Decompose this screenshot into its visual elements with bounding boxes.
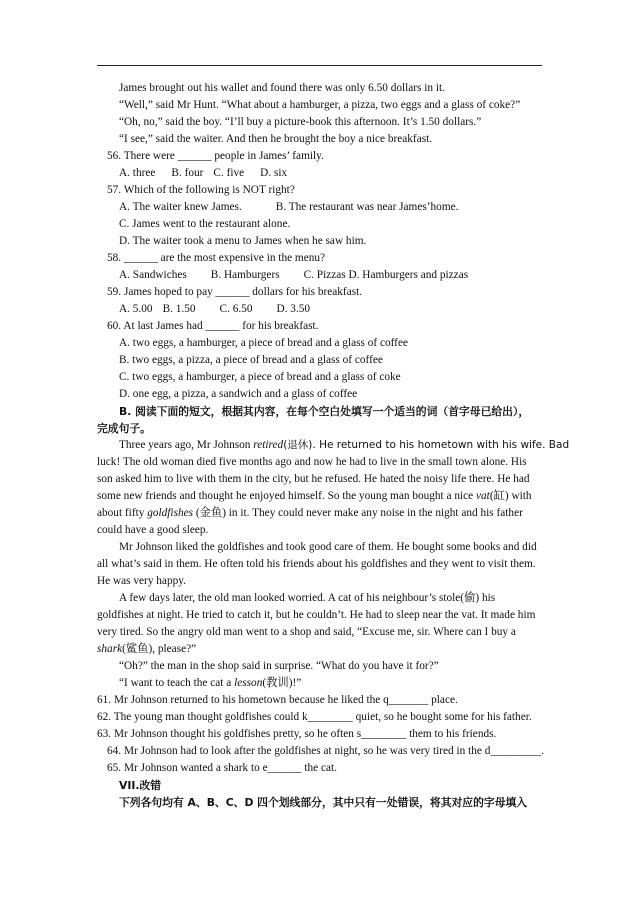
glossed-word: lesson (234, 677, 263, 689)
glossed-word: vat (476, 490, 490, 502)
question-57-stem: 57. Which of the following is NOT right? (107, 184, 295, 196)
section-vii-title: VII.改错 (119, 779, 162, 792)
header-rule (97, 65, 542, 66)
option-cd: C. Pizzas D. Hamburgers and pizzas (303, 269, 469, 281)
dialogue-line: “Well,” said Mr Hunt. “What about a hamburger, a pizza, two eggs and a glass of coke?” (119, 99, 521, 111)
passage-line: Mr Johnson liked the goldfishes and took good care of them. He bought some books and did (119, 541, 537, 553)
question-59-stem: 59. James hoped to pay ______ dollars for his breakfast. (107, 286, 363, 298)
dialogue-line: “Oh, no,” said the boy. “I’ll buy a picture-book this afternoon. It’s 1.50 dollars.” (119, 116, 482, 128)
option-c: C. two eggs, a hamburger, a piece of bread and a glass of coke (119, 371, 401, 383)
passage-line: all what’s said in them. He often told his friends about his goldfishes and they went to visit them. (97, 558, 536, 570)
passage-line: about fifty goldfishes (金鱼) in it. They could never make any noise in the night and his father (97, 507, 523, 519)
question-59-options (0, 301, 640, 318)
section-vii-instruction: 下列各句均有 A、B、C、D 四个划线部分，其中只有一处错误，将其对应的字母填入 (119, 796, 528, 809)
option-c: C. five (213, 167, 245, 179)
option-d: D. six (260, 167, 288, 179)
glossed-word: goldfishes (147, 507, 194, 519)
question-58-options (0, 267, 640, 284)
passage-line: shark(鲨鱼), please?” (97, 643, 197, 655)
option-b: B. 1.50 (162, 303, 196, 315)
option-a: A. The waiter knew James. (119, 201, 242, 213)
fill-question-62: 62. The young man thought goldfishes could k________ quiet, so he bought some for his father. (97, 711, 532, 723)
passage-line: Three years ago, Mr Johnson retired(退休). He returned to his hometown with his wife. Bad (119, 439, 570, 451)
passage-line: “I want to teach the cat a lesson(教训)!” (119, 677, 302, 689)
fill-question-64: 64. Mr Johnson had to look after the goldfishes at night, so he was very tired in the d_________. (107, 745, 545, 757)
section-b-instruction: B. 阅读下面的短文，根据其内容，在每个空白处填写一个适当的词（首字母已给出）， (119, 405, 530, 418)
option-b: B. The restaurant was near James’home. (275, 201, 459, 213)
glossed-word: shark (97, 643, 123, 655)
passage-line: He was very happy. (97, 575, 186, 587)
fill-question-63: 63. Mr Johnson thought his goldfishes pretty, so he often s________ them to his friends. (97, 728, 497, 740)
option-a: A. 5.00 (119, 303, 153, 315)
fill-question-65: 65. Mr Johnson wanted a shark to e______ the cat. (107, 762, 337, 774)
question-56-options (0, 165, 640, 182)
passage-line: son asked him to live with them in the city, but he refused. He hated the noisy life there. He had (97, 473, 530, 485)
passage-line: very tired. So the angry old man went to a shop and said, “Excuse me, sir. Where can I buy a (97, 626, 516, 638)
question-60-stem: 60. At last James had ______ for his breakfast. (107, 320, 319, 332)
passage-line: “Oh?” the man in the shop said in surprise. “What do you have it for?” (119, 660, 439, 672)
option-c: C. James went to the restaurant alone. (119, 218, 291, 230)
option-b: B. Hamburgers (210, 269, 280, 281)
option-a: A. three (119, 167, 156, 179)
question-58-stem: 58. ______ are the most expensive in the menu? (107, 252, 326, 264)
dialogue-line: James brought out his wallet and found there was only 6.50 dollars in it. (119, 82, 445, 94)
glossed-word: retired (253, 439, 284, 451)
option-b: B. two eggs, a pizza, a piece of bread and a glass of coffee (119, 354, 383, 366)
passage-line: A few days later, the old man looked worried. A cat of his neighbour’s stole(偷) his (119, 592, 496, 604)
question-57-options-ab (0, 199, 640, 216)
option-d: D. one egg, a pizza, a sandwich and a glass of coffee (119, 388, 358, 400)
option-a: A. two eggs, a hamburger, a piece of bread and a glass of coffee (119, 337, 408, 349)
passage-line: some new friends and thought he enjoyed himself. So the young man bought a nice vat(缸) with (97, 490, 532, 502)
question-56-stem: 56. There were ______ people in James’ family. (107, 150, 324, 162)
option-d: D. 3.50 (276, 303, 311, 315)
option-a: A. Sandwiches (119, 269, 187, 281)
passage-line: goldfishes at night. He tried to catch it, but he couldn’t. He had to sleep near the vat. It made him (97, 609, 536, 621)
passage-line: could have a good sleep. (97, 524, 209, 536)
section-b-instruction-cont: 完成句子。 (97, 422, 151, 435)
dialogue-line: “I see,” said the waiter. And then he brought the boy a nice breakfast. (119, 133, 433, 145)
option-b: B. four (171, 167, 204, 179)
option-c: C. 6.50 (219, 303, 253, 315)
option-d: D. The waiter took a menu to James when he saw him. (119, 235, 367, 247)
fill-question-61: 61. Mr Johnson returned to his hometown because he liked the q_______ place. (97, 694, 458, 706)
passage-line: luck! The old woman died five months ago and now he had to live in the small town alone. His (97, 456, 527, 468)
page-content (0, 80, 640, 811)
